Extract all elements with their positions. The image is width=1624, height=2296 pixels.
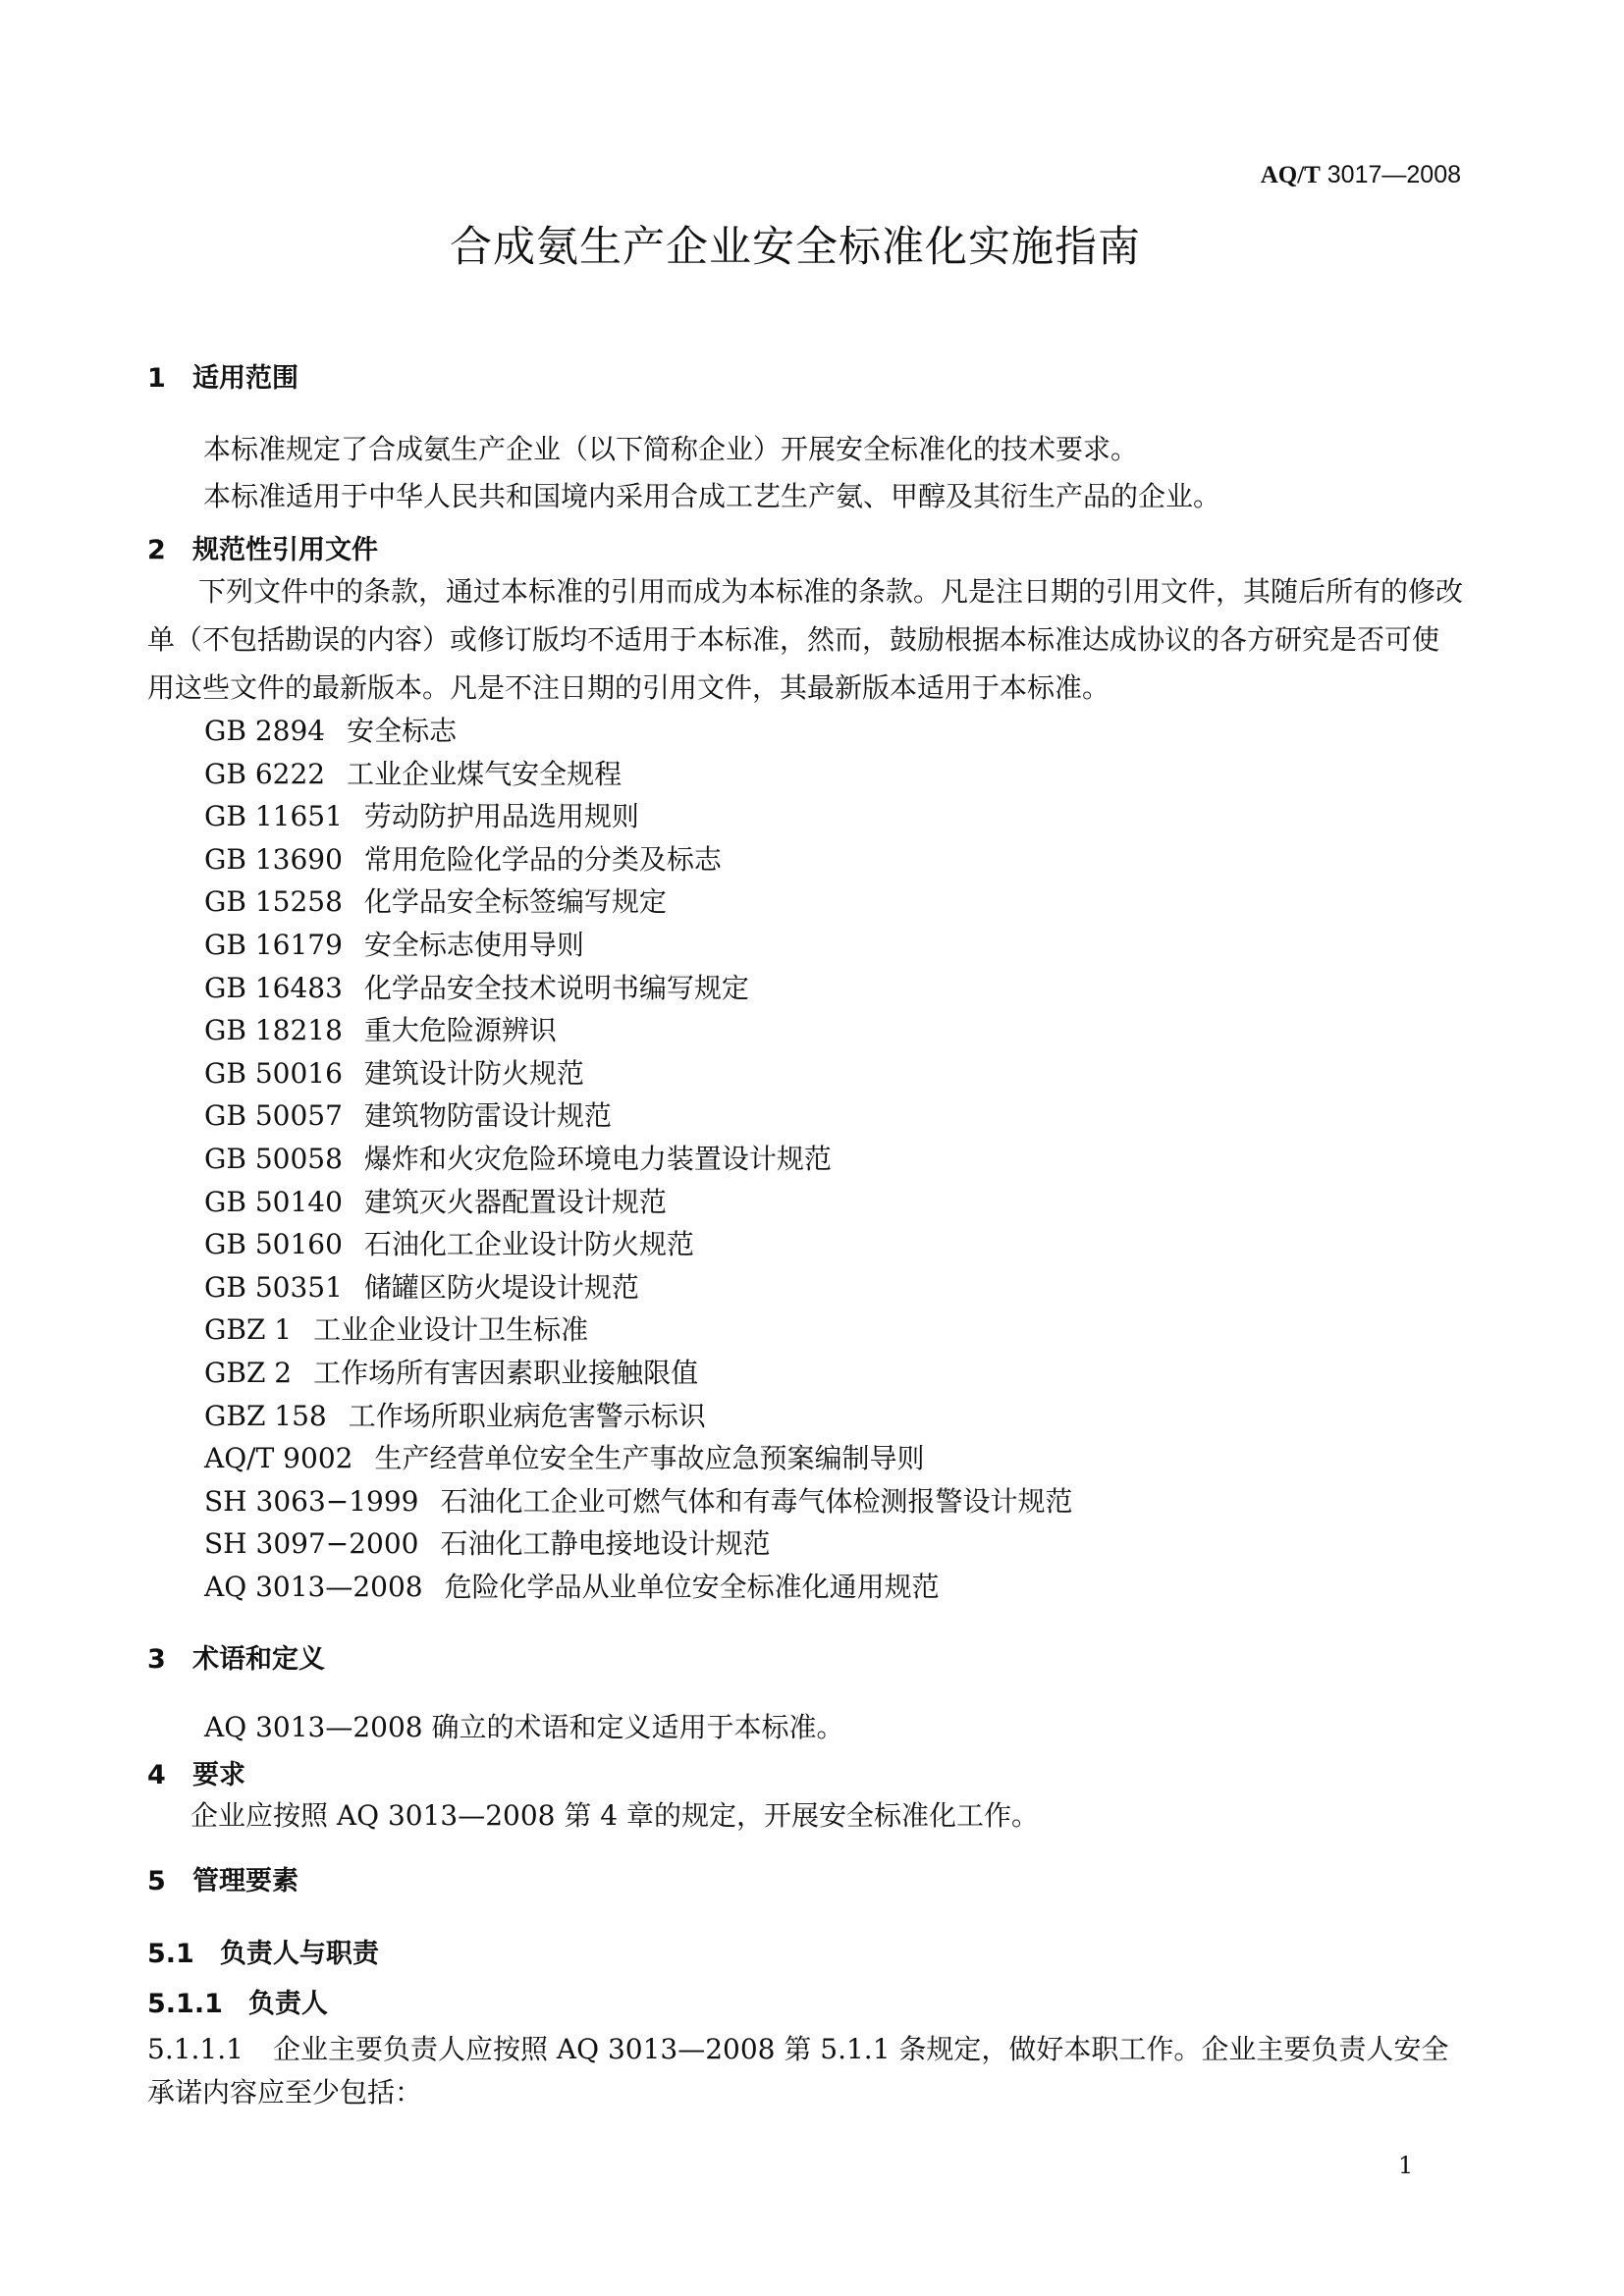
reference-title: 工业企业设计卫生标准 bbox=[313, 1313, 589, 1346]
section-4-para-1: 企业应按照 AQ 3013—2008 第 4 章的规定，开展安全标准化工作。 bbox=[190, 1799, 1040, 1832]
reference-title: 建筑灭火器配置设计规范 bbox=[363, 1186, 667, 1218]
reference-title: 建筑设计防火规范 bbox=[363, 1057, 584, 1090]
reference-code: GB 16483 bbox=[204, 972, 343, 1004]
reference-code: GB 50016 bbox=[204, 1057, 343, 1090]
reference-code: SH 3063−1999 bbox=[204, 1485, 419, 1518]
reference-item bbox=[204, 1480, 1073, 1520]
reference-item bbox=[204, 710, 457, 749]
reference-title: 安全标志 bbox=[347, 715, 458, 747]
reference-code: GB 50058 bbox=[204, 1143, 343, 1175]
reference-title: 工业企业煤气安全规程 bbox=[347, 758, 623, 790]
subsection-5-1-heading bbox=[147, 1932, 379, 1970]
reference-title: 化学品安全技术说明书编写规定 bbox=[363, 972, 749, 1004]
reference-title: 重大危险源辨识 bbox=[363, 1014, 557, 1046]
reference-code: GB 13690 bbox=[204, 843, 343, 876]
section-number: 1 bbox=[147, 363, 166, 394]
section-title: 要求 bbox=[192, 1760, 245, 1790]
reference-item bbox=[204, 881, 667, 920]
section-2-intro: 下列文件中的条款，通过本标准的引用而成为本标准的条款。凡是注日期的引用文件，其随后所有的修改单（不包括勘误的内容）或修订版均不适用于本标准，然而，鼓励根据本标准达成协议的各方研究是否可使用这些文件的最新版本。凡是不注日期的引用文件，其最新版本适用于本标准。 bbox=[147, 575, 1464, 704]
reference-title: 常用危险化学品的分类及标志 bbox=[363, 843, 722, 876]
reference-code: GB 18218 bbox=[204, 1014, 343, 1046]
subsection-title: 负责人 bbox=[247, 1989, 328, 2019]
reference-code: AQ/T 9002 bbox=[204, 1442, 353, 1474]
reference-title: 石油化工企业设计防火规范 bbox=[363, 1228, 694, 1260]
subsection-number: 5.1.1 bbox=[147, 1989, 223, 2019]
subsection-title: 负责人与职责 bbox=[219, 1939, 379, 1969]
section-1-heading bbox=[147, 356, 298, 395]
reference-title: 建筑物防雷设计规范 bbox=[363, 1099, 612, 1132]
reference-title: 爆炸和火灾危险环境电力装置设计规范 bbox=[363, 1143, 832, 1175]
reference-title: 危险化学品从业单位安全标准化通用规范 bbox=[444, 1571, 940, 1603]
reference-code: AQ 3013—2008 bbox=[204, 1571, 423, 1603]
reference-code: GB 50057 bbox=[204, 1099, 343, 1132]
section-title: 管理要素 bbox=[192, 1866, 298, 1896]
page-number: 1 bbox=[1398, 2152, 1414, 2179]
section-title: 规范性引用文件 bbox=[192, 535, 378, 565]
reference-code: GB 11651 bbox=[204, 800, 343, 832]
clause-number: 5.1.1.1 bbox=[147, 2033, 244, 2065]
section-title: 适用范围 bbox=[192, 363, 298, 394]
reference-item bbox=[204, 795, 639, 834]
reference-item bbox=[204, 1052, 584, 1092]
reference-item bbox=[204, 1138, 832, 1177]
standard-code-number: 3017—2008 bbox=[1326, 161, 1461, 188]
standard-code-prefix: AQ/T bbox=[1260, 162, 1321, 188]
reference-code: SH 3097−2000 bbox=[204, 1527, 419, 1560]
section-4-heading bbox=[147, 1753, 245, 1791]
reference-code: GB 6222 bbox=[204, 758, 326, 790]
section-number: 4 bbox=[147, 1760, 166, 1790]
reference-title: 工作场所有害因素职业接触限值 bbox=[313, 1357, 699, 1389]
reference-item bbox=[204, 1522, 771, 1562]
reference-code: GB 50160 bbox=[204, 1228, 343, 1260]
section-2-heading bbox=[147, 528, 378, 566]
reference-title: 劳动防护用品选用规则 bbox=[363, 800, 639, 832]
reference-item bbox=[204, 1308, 588, 1348]
reference-code: GBZ 2 bbox=[204, 1357, 293, 1389]
section-5-heading bbox=[147, 1859, 298, 1897]
reference-title: 储罐区防火堤设计规范 bbox=[363, 1271, 639, 1304]
reference-item bbox=[204, 1395, 706, 1434]
section-3-para-1: AQ 3013—2008 确立的术语和定义适用于本标准。 bbox=[204, 1711, 844, 1743]
reference-item bbox=[204, 1223, 694, 1262]
reference-title: 安全标志使用导则 bbox=[363, 929, 584, 961]
reference-item bbox=[204, 1095, 612, 1134]
reference-title: 石油化工静电接地设计规范 bbox=[440, 1527, 771, 1560]
section-1-para-1: 本标准规定了合成氨生产企业（以下简称企业）开展安全标准化的技术要求。 bbox=[203, 433, 1139, 465]
reference-code: GB 16179 bbox=[204, 929, 343, 961]
reference-item bbox=[204, 753, 622, 792]
subsection-5-1-1-heading bbox=[147, 1982, 328, 2020]
reference-item bbox=[204, 1566, 940, 1605]
reference-code: GB 50351 bbox=[204, 1271, 343, 1304]
reference-item bbox=[204, 1266, 639, 1306]
reference-code: GB 15258 bbox=[204, 885, 343, 918]
reference-code: GBZ 158 bbox=[204, 1400, 327, 1432]
subsection-number: 5.1 bbox=[147, 1939, 194, 1969]
reference-item bbox=[204, 1352, 698, 1391]
reference-title: 石油化工企业可燃气体和有毒气体检测报警设计规范 bbox=[440, 1485, 1073, 1518]
section-number: 5 bbox=[147, 1866, 166, 1896]
section-1-para-2: 本标准适用于中华人民共和国境内采用合成工艺生产氨、甲醇及其衍生产品的企业。 bbox=[203, 480, 1221, 512]
reference-item bbox=[204, 1437, 924, 1476]
reference-item bbox=[204, 967, 749, 1006]
reference-item bbox=[204, 924, 584, 963]
reference-title: 工作场所职业病危害警示标识 bbox=[348, 1400, 706, 1432]
reference-title: 化学品安全标签编写规定 bbox=[363, 885, 667, 918]
reference-code: GB 2894 bbox=[204, 715, 326, 747]
section-number: 2 bbox=[147, 535, 166, 565]
document-title: 合成氨生产企业安全标准化实施指南 bbox=[450, 223, 1141, 272]
reference-item bbox=[204, 1181, 667, 1220]
section-number: 3 bbox=[147, 1644, 166, 1675]
section-3-heading bbox=[147, 1637, 325, 1676]
reference-code: GBZ 1 bbox=[204, 1313, 293, 1346]
reference-title: 生产经营单位安全生产事故应急预案编制导则 bbox=[374, 1442, 925, 1474]
reference-item bbox=[204, 838, 722, 878]
standard-code bbox=[1261, 161, 1461, 189]
reference-code: GB 50140 bbox=[204, 1186, 343, 1218]
clause-5-1-1-1 bbox=[147, 2028, 1453, 2114]
clause-text: 企业主要负责人应按照 AQ 3013—2008 第 5.1.1 条规定，做好本职工作。企业主要负责人安全承诺内容应至少包括： bbox=[147, 2033, 1449, 2109]
reference-item bbox=[204, 1009, 557, 1048]
section-title: 术语和定义 bbox=[192, 1644, 325, 1675]
